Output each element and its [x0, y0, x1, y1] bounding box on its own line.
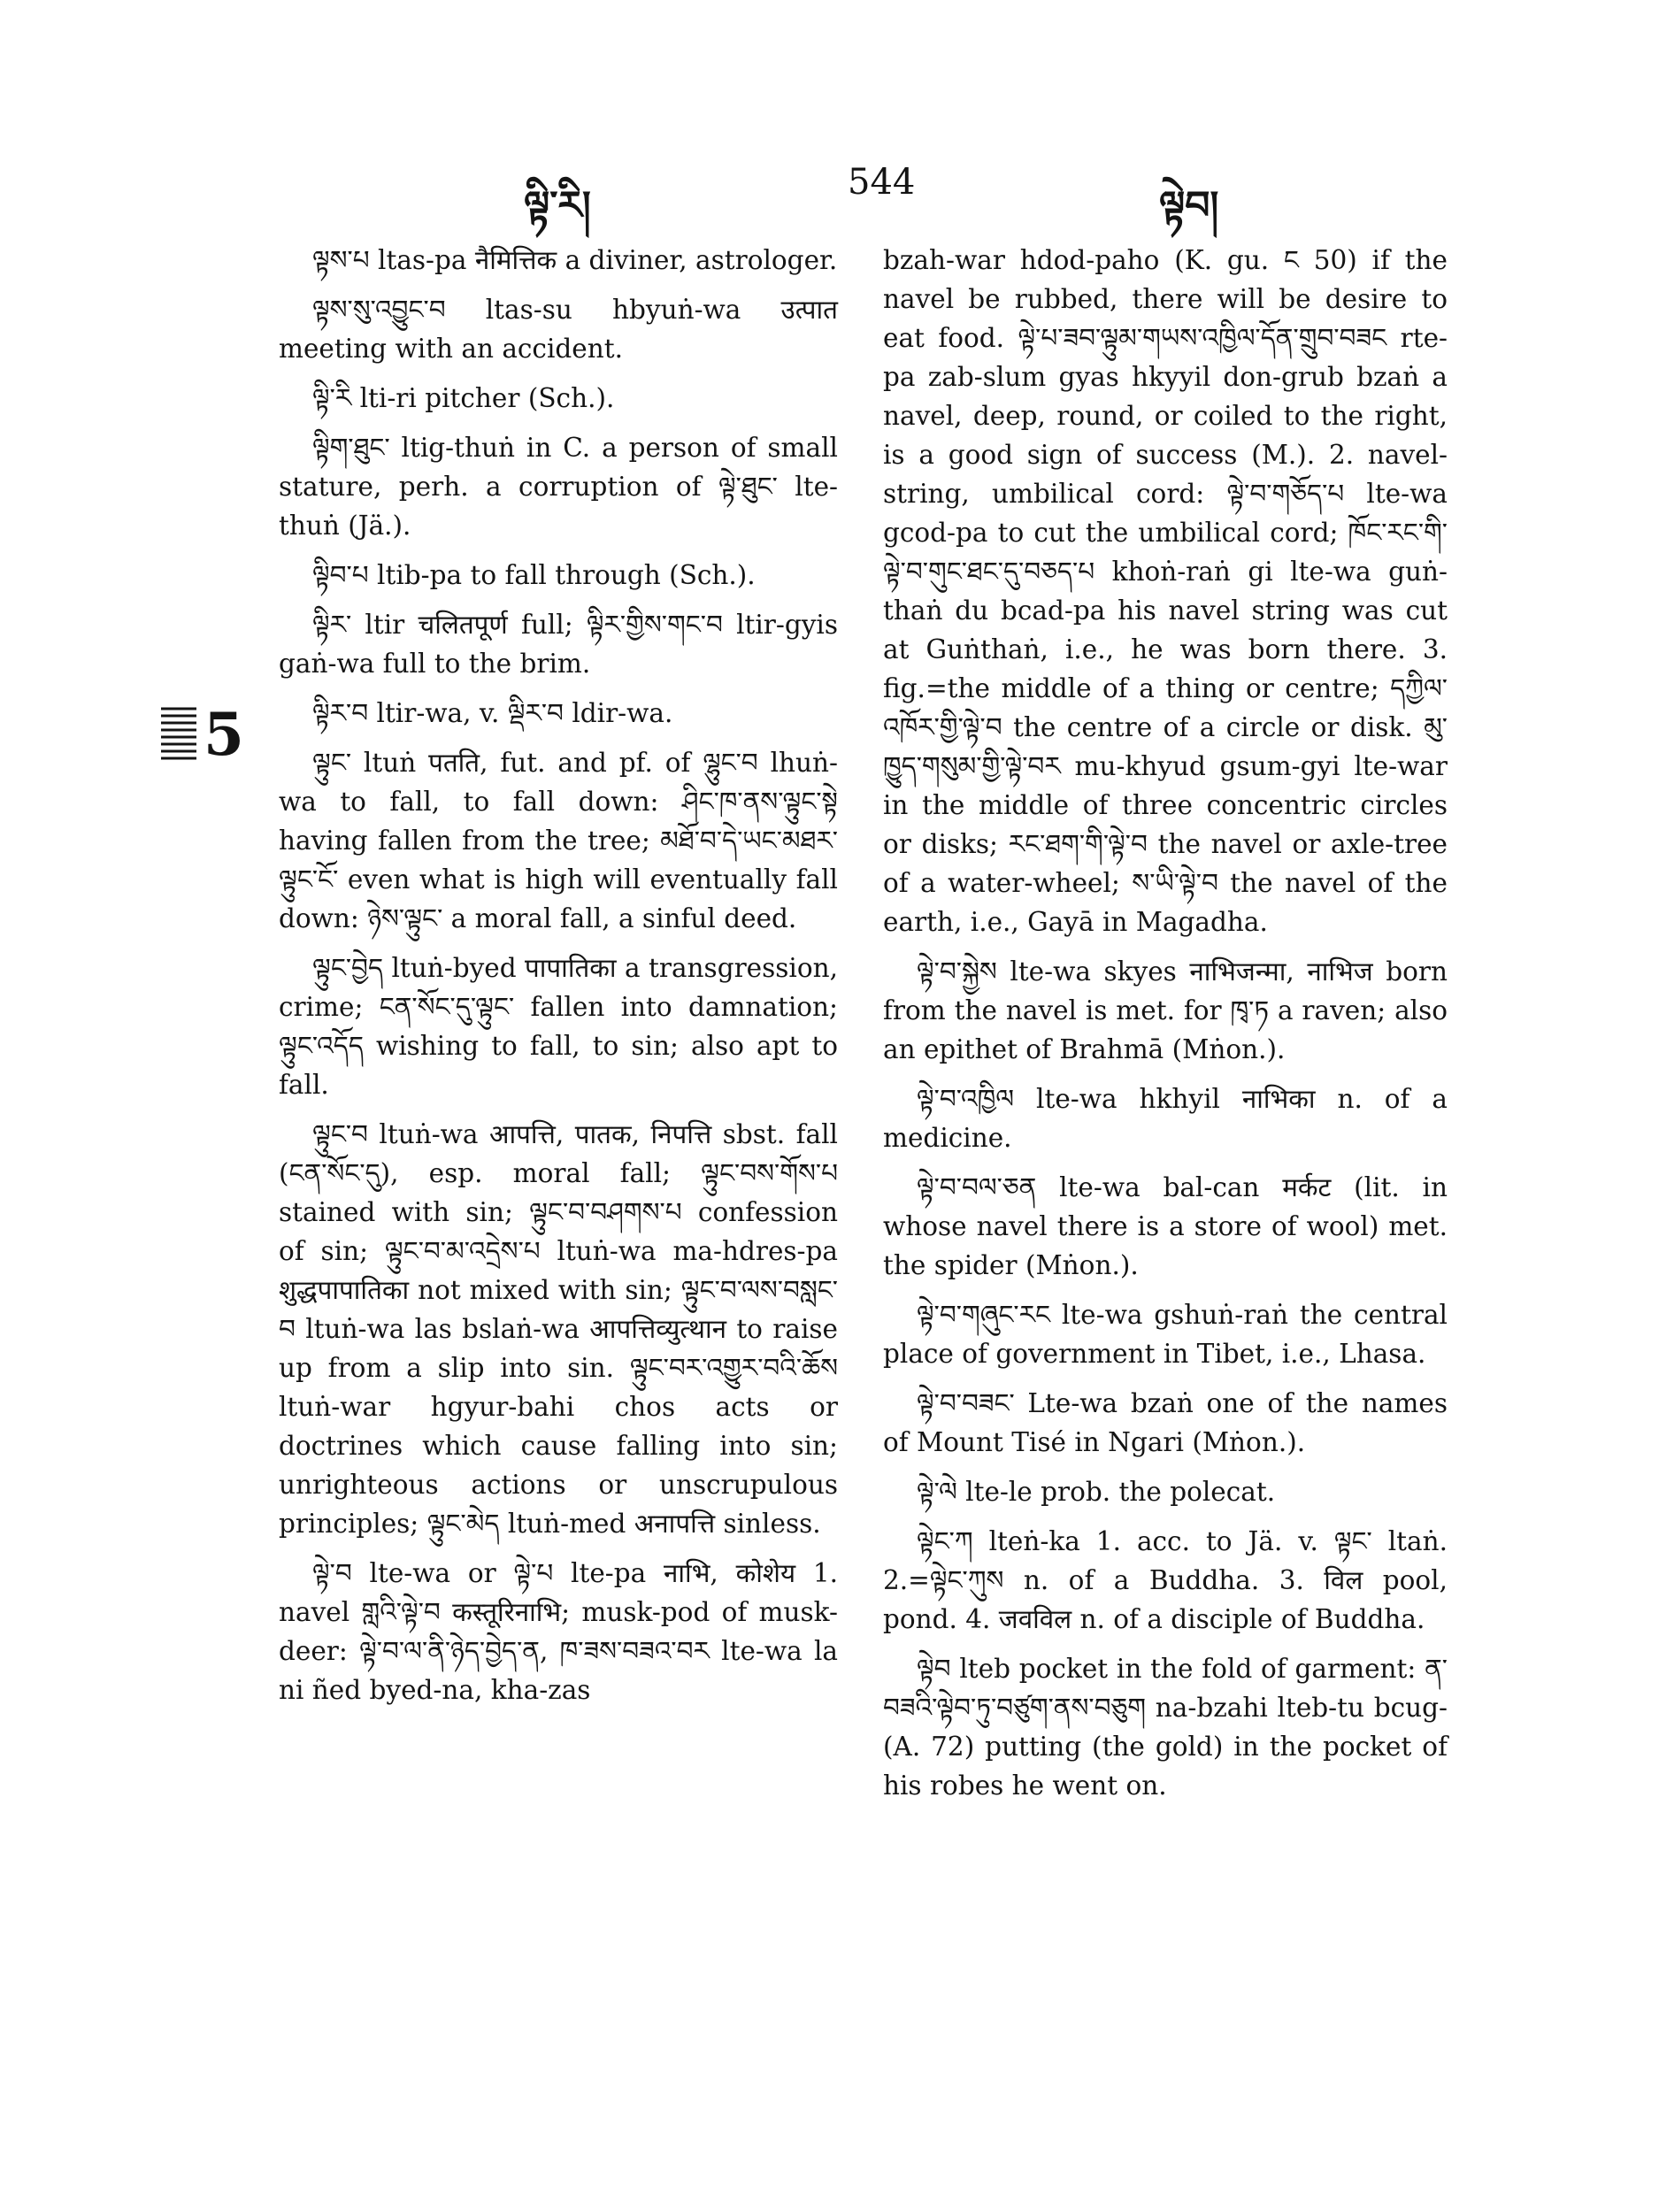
- entry-lte-wa-gshun-ran: ལྟེ་བ་གཞུང་རང lte-wa gshuṅ-raṅ the central place of government in Tibet, i.e., Lhasa.: [883, 1300, 1448, 1369]
- left-running-headword: ལྟི་རི།: [524, 183, 591, 228]
- entry-ltas-pa: ལྟས་པ ltas-pa नैमित्तिक a diviner, astrologer.: [312, 245, 838, 275]
- entry-lte-le: ལྟེ་ལེ lte-le prob. the polecat.: [917, 1477, 1276, 1507]
- entry-lti-ri: ལྟི་རི lti-ri pitcher (Sch.).: [312, 383, 615, 413]
- entry-ltig-thun: ལྟིག་ཐུང་ ltig-thuṅ in C. a person of small stature, perh. a corruption of ལྟེ་ཐུང་ lte-thuṅ (Jä.).: [279, 433, 838, 541]
- entry-lte-wa-bzan: ལྟེ་བ་བཟང་ Lte-wa bzaṅ one of the names of Mount Tisé in Ngari (Mṅon.).: [883, 1388, 1448, 1457]
- margin-section-mark: [159, 703, 257, 765]
- right-running-headword: ལྟེབ།: [1159, 183, 1219, 228]
- entry-lte-wa-continued: bzah-war hdod-paho (K. gu. ང 50) if the navel be rubbed, there will be desire to eat food. ལྟེ་པ་ཟབ་ལྟུམ་གཡས་འཁྱིལ་དོན་གྲུབ་བཟང rte-pa zab-slum gyas hkyyil don-grub bzaṅ a navel, deep, round, or coiled to the right, is a good sign of success (M.). 2. navel-string, umbilical cord: ལྟེ་བ་གཅོད་པ lte-wa gcod-pa to cut the umbilical cord; ཁོང་རང་གི་ལྟེ་བ་གུང་ཐང་དུ་བཅད་པ khoṅ-raṅ gi lte-wa guṅ-thaṅ du bcad-pa his navel string was cut at Guṅthaṅ, i.e., he was born there. 3. fig.=the middle of a thing or centre; དཀྱིལ་འཁོར་གྱི་ལྟེ་བ the centre of a circle or disk. མུ་ཁྱུད་གསུམ་གྱི་ལྟེ་བར mu-khyud gsum-gyi lte-war in the middle of three concentric circles or disks; རང་ཐག་གི་ལྟེ་བ the navel or axle-tree of a water-wheel; ས་ཡི་ལྟེ་བ the navel of the earth, i.e., Gayā in Magadha.: [883, 245, 1448, 937]
- page-number: 544: [848, 162, 916, 203]
- entry-lteb: ལྟེབ lteb pocket in the fold of garment: ན་བཟའི་ལྟེབ་ཏུ་བཙུག་ནས་བཅུག na-bzahi lteb-tu bcug- (A. 72) putting (the gold) in the pocket of his robes he went on.: [883, 1654, 1448, 1801]
- right-column: [883, 241, 1448, 1816]
- entry-lte-wa-bal-can: ལྟེ་བ་བལ་ཅན lte-wa bal-can मर्कट (lit. in whose navel there is a store of wool) met. the spider (Mṅon.).: [883, 1172, 1448, 1280]
- entry-lte-wa: ལྟེ་བ lte-wa or ལྟེ་པ lte-pa नाभि, कोशेय 1. navel གླའི་ལྟེ་བ कस्तूरिनाभि; musk-pod of musk-deer: ལྟེ་བ་ལ་ནི་ཉེད་བྱེད་ན, ཁ་ཟས་བཟའ་བར lte-wa la ni ñed byed-na, kha-zas: [279, 1558, 838, 1705]
- entry-ltun-wa: ལྟུང་བ ltuṅ-wa आपत्ति, पातक, निपत्ति sbst. fall (ངན་སོང་དུ), esp. moral fall; ལྟུང་བས་གོས་པ stained with sin; ལྟུང་བ་བཤགས་པ confession of sin; ལྟུང་བ་མ་འདྲེས་པ ltuṅ-wa ma-hdres-pa शुद्धपापातिका not mixed with sin; ལྟུང་བ་ལས་བསླང་བ ltuṅ-wa las bslaṅ-wa आपत्तिव्युत्थान to raise up from a slip into sin. ལྟུང་བར་འགྱུར་བའི་ཆོས ltuṅ-war hgyur-bahi chos acts or doctrines which cause falling into sin; unrighteous actions or unscrupulous principles; ལྟུང་མེད ltuṅ-med अनापत्ति sinless.: [279, 1119, 838, 1539]
- entry-ltun-byed: ལྟུང་བྱེད ltuṅ-byed पापातिका a transgression, crime; ངན་སོང་དུ་ལྟུང་ fallen into damnation; ལྟུང་འདོད wishing to fall, to sin; also apt to fall.: [279, 953, 838, 1100]
- entry-lte-wa-skyes: ལྟེ་བ་སྐྱེས lte-wa skyes नाभिजन्मा, नाभिज born from the navel is met. for ཁྭ་ཏ a raven; also an epithet of Brahmā (Mṅon.).: [883, 956, 1448, 1064]
- page-header: [0, 155, 1659, 228]
- margin-mark-glyph: 5: [204, 703, 244, 765]
- entry-ltas-su-hbyun-wa: ལྟས་སུ་འབྱུང་བ ltas-su hbyuṅ-wa उत्पात meeting with an accident.: [279, 295, 838, 364]
- left-column: [279, 241, 838, 1720]
- entry-lte-wa-hkhyil: ལྟེ་བ་འཁྱིལ lte-wa hkhyil नाभिका n. of a medicine.: [883, 1084, 1448, 1153]
- entry-ltir: ལྟིར་ ltir चलितपूर्ण full; ལྟིར་གྱིས་གང་བ ltir-gyis gaṅ-wa full to the brim.: [279, 610, 838, 679]
- entry-ltir-wa: ལྟིར་བ ltir-wa, v. ལྡིར་བ ldir-wa.: [312, 698, 673, 728]
- entry-lten-ka: ལྟེང་ཀ lteṅ-ka 1. acc. to Jä. v. ལྟང་ ltaṅ. 2.=ལྟེང་ཀུས n. of a Buddha. 3. विल pool, pond. 4. जवविल n. of a disciple of Buddha.: [883, 1526, 1448, 1634]
- entry-ltun: ལྟུང་ ltuṅ पतति, fut. and pf. of ལྷུང་བ lhuṅ-wa to fall, to fall down: ཤིང་ཁ་ནས་ལྟུང་སྟེ having fallen from the tree; མཐོ་བ་དེ་ཡང་མཐར་ལྟུང་ངོ་ even what is high will eventually fall down: ཉེས་ལྟུང་ a moral fall, a sinful deed.: [279, 748, 838, 933]
- entry-ltib-pa: ལྟིབ་པ ltib-pa to fall through (Sch.).: [312, 560, 756, 590]
